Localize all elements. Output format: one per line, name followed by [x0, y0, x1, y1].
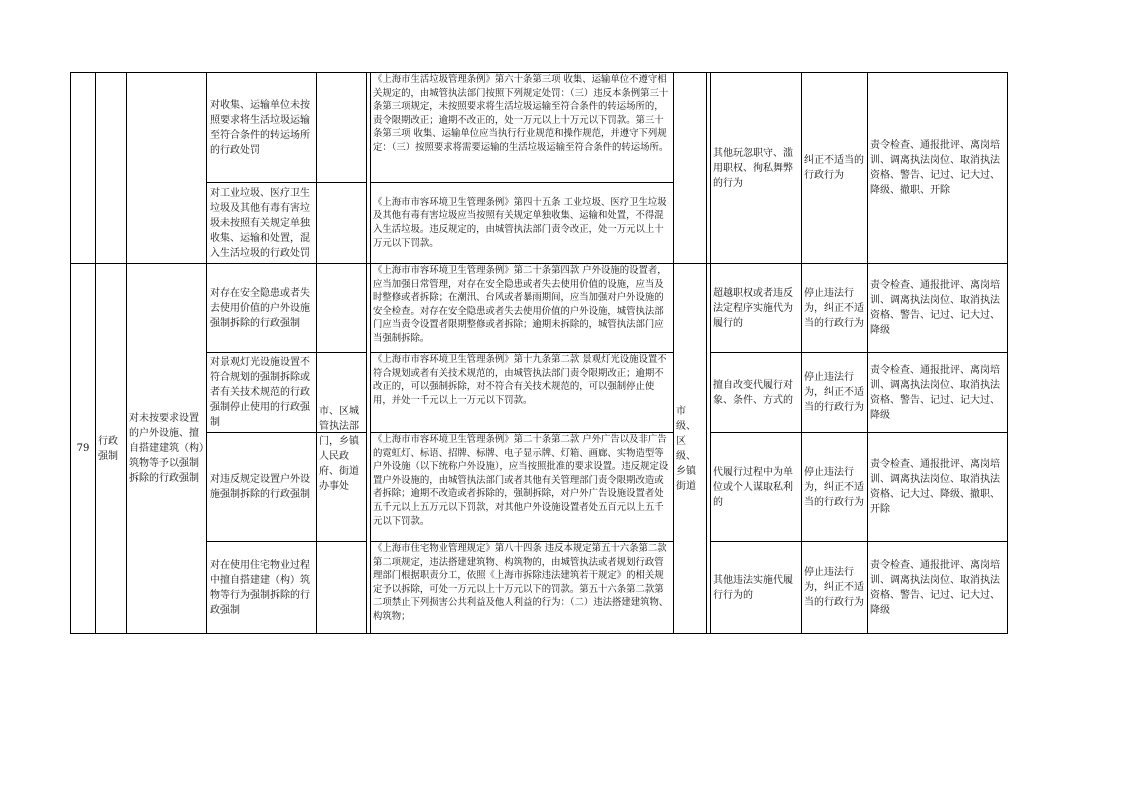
accountability-situation-cell: [713, 73, 799, 263]
accountability-situation: 其他玩忽职守、滥用职权、徇私舞弊的行为: [713, 147, 793, 189]
handling-measure: 停止违法行为，纠正不适当的行政行为: [804, 287, 864, 329]
subitem-text: 对景观灯光设施设置不符合规划的强制拆除或者有关技术规范的行政强制停止使用的行政强制: [210, 357, 310, 428]
column-divider: [206, 72, 207, 634]
responsibility-cell: [870, 353, 1005, 432]
responsibility-text: 责令检查、通报批评、离岗培训、调离执法岗位、取消执法资格、警告、记过、记大过、降级、撤职、开除: [870, 140, 1000, 196]
column-divider: [370, 72, 371, 634]
legal-basis-text: 《上海市生活垃圾管理条例》第六十条第三项 收集、运输单位不遵守相关规定的，由城管执法部门按照下列规定处罚：（三）违反本条例第三十条第三项规定，未按照要求将生活垃圾运输至符合条件的转运场所的，责令限期改正；逾期不改正的，处一万元以上十万元以下罚款。第三十条第三项 收集、运输单位应当执行行业规范和操作规范，并遵守下列规定：（三）按照要求将需要运输的生活垃圾运输至符合条件的转运场所。: [373, 74, 669, 153]
legal-basis-cell: [373, 73, 671, 182]
legal-basis-text: 《上海市市容环境卫生管理条例》第二十条第四款 户外设施的设置者，应当加强日常管理，对存在安全隐患或者失去使用价值的设施，应当及时整修或者拆除；在潮汛、台风或者暴雨期间，应当加强对户外设施的安全检查。对存在安全隐患或者失去使用价值的户外设施，城管执法部门应当责令设置者限期整修或者拆除；逾期未拆除的，城管执法部门应当强制拆除。: [373, 265, 667, 344]
enforcement-body-text: 市、区城管执法部门，乡镇人民政府、街道办事处: [319, 405, 359, 492]
subitem-text: 对违反规定设置户外设施强制拆除的行政强制: [210, 474, 310, 500]
accountability-situation: 代履行过程中为单位或个人谋取私利的: [713, 466, 793, 508]
handling-measure: 纠正不适当的行政行为: [804, 155, 864, 181]
category-cell: [98, 264, 124, 633]
subitem-cell: [210, 73, 314, 182]
responsibility-text: 责令检查、通报批评、离岗培训、调离执法岗位、取消执法资格、记大过、降级、撤职、开除: [870, 459, 1000, 515]
category-text: 行政强制: [98, 435, 118, 462]
accountability-situation-cell: [713, 433, 799, 541]
seq-number: 79: [76, 443, 90, 454]
subitem-text: 对收集、运输单位未按照要求将生活垃圾运输至符合条件的转运场所的行政处罚: [210, 99, 310, 156]
responsibility-text: 责令检查、通报批评、离岗培训、调离执法岗位、取消执法资格、警告、记过、记大过、降级: [870, 559, 1000, 616]
level-cell: [676, 264, 705, 633]
subitem-cell: [210, 264, 314, 352]
column-divider: [801, 72, 802, 634]
legal-basis-cell: [373, 183, 671, 263]
column-divider: [70, 72, 71, 634]
handling-measure-cell: [804, 353, 865, 432]
responsibility-cell: [870, 73, 1005, 263]
column-divider: [95, 72, 96, 634]
legal-basis-cell: [373, 353, 671, 432]
accountability-situation-cell: [713, 542, 799, 633]
level-text: 市级、区级、乡镇街道: [676, 405, 696, 492]
accountability-situation: 超越职权或者违反法定程序实施代为履行的: [713, 287, 793, 329]
handling-measure-cell: [804, 264, 865, 352]
legal-basis-cell: [373, 264, 671, 352]
column-divider: [706, 72, 707, 634]
responsibility-cell: [870, 433, 1005, 541]
handling-measure: 停止违法行为，纠正不适当的行政行为: [804, 372, 864, 413]
subitem-text: 对存在安全隐患或者失去使用价值的户外设施强制拆除的行政强制: [210, 287, 310, 329]
column-divider: [710, 72, 711, 634]
accountability-situation-cell: [713, 353, 799, 432]
legal-basis-cell: [373, 433, 671, 541]
subitem-text: 对工业垃圾、医疗卫生垃圾及其他有毒有害垃圾未按照有关规定单独收集、运输和处置，混入生活垃圾的行政处罚: [210, 187, 310, 259]
column-divider: [126, 72, 127, 634]
handling-measure: 停止违法行为，纠正不适当的行政行为: [804, 466, 864, 508]
column-divider: [1007, 72, 1008, 634]
handling-measure-cell: [804, 433, 865, 541]
responsibility-text: 责令检查、通报批评、离岗培训、调离执法岗位、取消执法资格、警告、记过、记大过、降级: [870, 280, 1000, 336]
column-divider: [673, 72, 674, 634]
accountability-situation: 其他违法实施代履行行为的: [713, 574, 793, 601]
legal-basis-text: 《上海市市容环境卫生管理条例》第二十条第二款 户外广告以及非广告的霓虹灯、标语、招牌、标牌、电子显示牌、灯箱、画廊、实物造型等户外设施（以下统称户外设施），应当按照批准的要求设置。违反规定设置户外设施的，由城管执法部门或者其他有关管理部门责令限期改造或者拆除；逾期不改造或者拆除的，强制拆除，对户外广告设施设置者处五千元以上五万元以下罚款，对其他户外设施设置者处五百元以上五千元以下罚款。: [373, 434, 669, 527]
subitem-text: 对在使用住宅物业过程中擅自搭建建（构）筑物等行为强制拆除的行政强制: [210, 559, 310, 616]
handling-measure-cell: [804, 73, 865, 263]
seq-number-cell: [72, 264, 94, 633]
handling-measure-cell: [804, 542, 865, 633]
enforcement-body-cell: [319, 264, 365, 633]
accountability-situation-cell: [713, 264, 799, 352]
subitem-cell: [210, 433, 314, 541]
responsibility-text: 责令检查、通报批评、离岗培训、调离执法岗位、取消执法资格、警告、记过、记大过、降级: [870, 364, 1000, 421]
handling-measure: 停止违法行为，纠正不适当的行政行为: [804, 567, 864, 608]
column-divider: [867, 72, 868, 634]
item-name-cell: [129, 264, 204, 633]
legal-basis-text: 《上海市市容环境卫生管理条例》第四十五条 工业垃圾、医疗卫生垃圾及其他有毒有害垃圾应当按照有关规定单独收集、运输和处置，不得混入生活垃圾。违反规定的，由城管执法部门责令改正，处一万元以上十万元以下罚款。: [373, 196, 667, 249]
subitem-cell: [210, 353, 314, 432]
responsibility-cell: [870, 542, 1005, 633]
legal-basis-text: 《上海市市容环境卫生管理条例》第十九条第二款 景观灯光设施设置不符合规划或者有关技术规范的，由城管执法部门责令限期改正；逾期不改正的，可以强制拆除，对不符合有关技术规范的，可以强制停止使用，并处一千元以上一万元以下罚款。: [373, 354, 667, 406]
responsibility-cell: [870, 264, 1005, 352]
item-name-text: 对未按要求设置的户外设施、擅自搭建建筑（构）筑物等予以强制拆除的行政强制: [129, 413, 204, 484]
subitem-cell: [210, 542, 314, 633]
legal-basis-cell: [373, 542, 671, 633]
legal-basis-text: 《上海市住宅物业管理规定》第八十四条 违反本规定第五十六条第二款第二项规定，违法搭建建筑物、构筑物的，由城管执法或者规划行政管理部门根据职责分工，依照《上海市拆除违法建筑若干规定》的相关规定予以拆除，可处一万元以上十万元以下的罚款。第五十六条第二款第二项禁止下列损害公共利益及他人利益的行为：（二）违法搭建建筑物、构筑物；: [373, 543, 669, 622]
column-divider: [316, 72, 317, 634]
subitem-cell: [210, 183, 314, 263]
column-divider: [366, 72, 367, 634]
accountability-situation: 擅自改变代履行对象、条件、方式的: [713, 379, 793, 406]
